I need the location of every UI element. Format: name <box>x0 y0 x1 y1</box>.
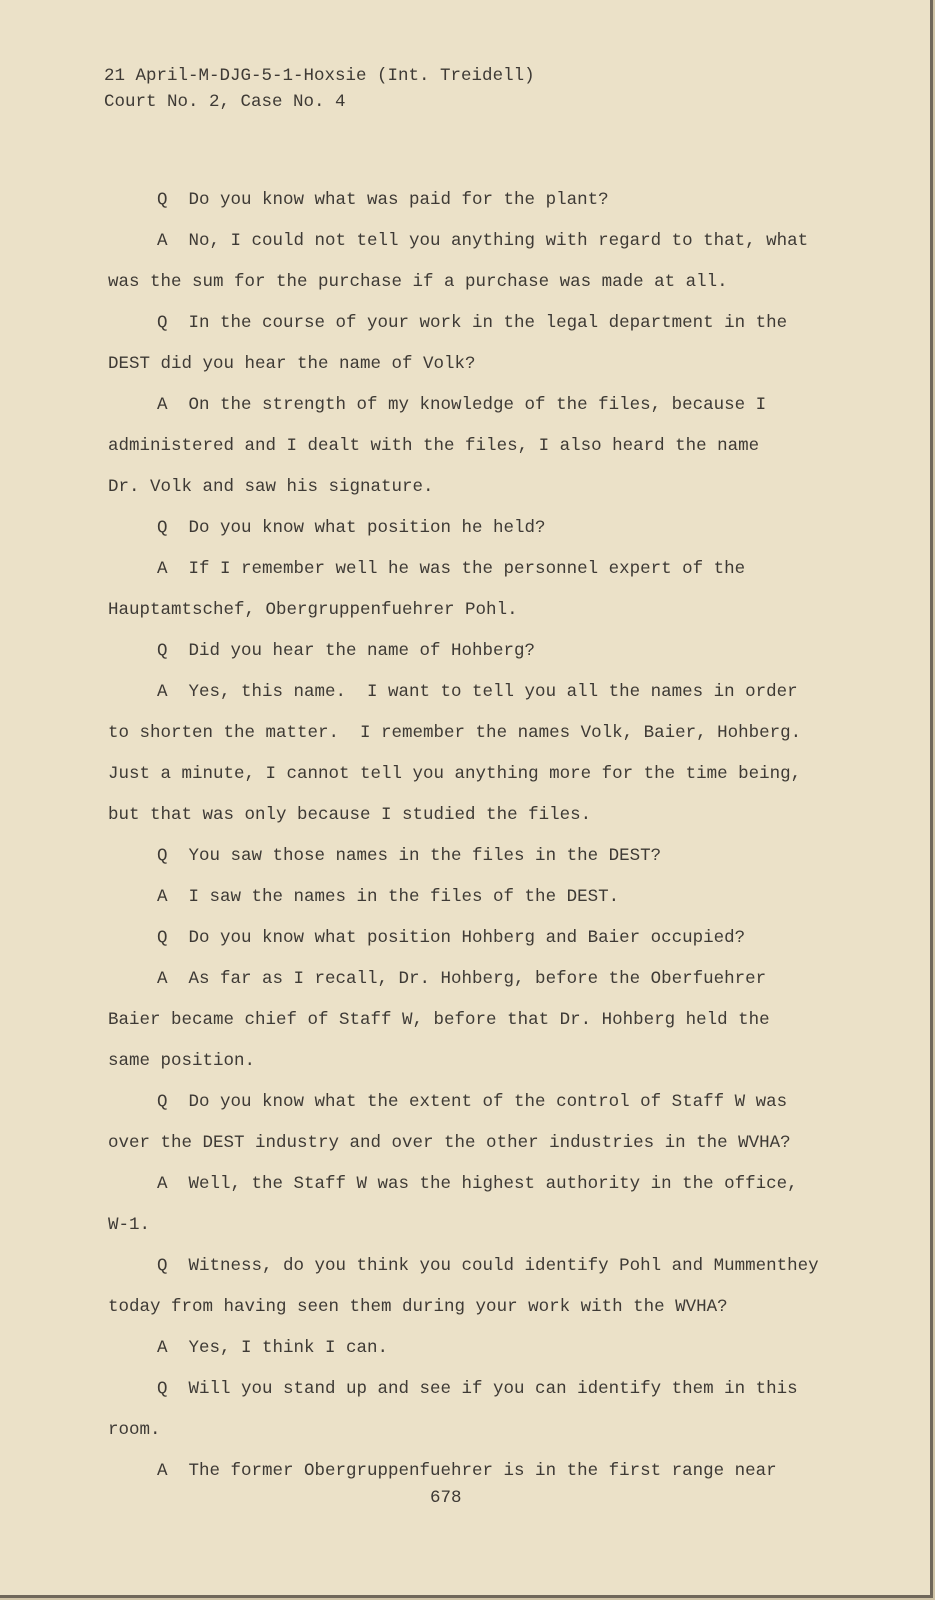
transcript-line: A Yes, I think I can. <box>157 1338 389 1358</box>
page-number: 678 <box>430 1488 462 1508</box>
transcript-line: Q You saw those names in the files in the DEST? <box>157 846 662 866</box>
transcript-line: A Yes, this name. I want to tell you all the names in order <box>157 682 798 702</box>
transcript-line: A As far as I recall, Dr. Hohberg, before the Oberfuehrer <box>157 969 767 989</box>
header-line-1: 21 April-M-DJG-5-1-Hoxsie (Int. Treidell) <box>104 66 535 86</box>
transcript-line: Q Will you stand up and see if you can identify them in this <box>157 1379 798 1399</box>
transcript-line: was the sum for the purchase if a purchase was made at all. <box>108 272 728 292</box>
transcript-line: Q In the course of your work in the legal department in the <box>157 313 788 333</box>
transcript-line: Baier became chief of Staff W, before that Dr. Hohberg held the <box>108 1010 770 1030</box>
transcript-line: A On the strength of my knowledge of the files, because I <box>157 395 767 415</box>
transcript-line: DEST did you hear the name of Volk? <box>108 354 476 374</box>
transcript-line: A I saw the names in the files of the DEST. <box>157 887 620 907</box>
transcript-line: Q Did you hear the name of Hohberg? <box>157 641 536 661</box>
transcript-line: W-1. <box>108 1215 151 1235</box>
transcript-line: but that was only because I studied the files. <box>108 805 592 825</box>
transcript-line: Hauptamtschef, Obergruppenfuehrer Pohl. <box>108 600 518 620</box>
transcript-line: Q Witness, do you think you could identify Pohl and Mummenthey <box>157 1256 819 1276</box>
transcript-line: same position. <box>108 1051 256 1071</box>
transcript-line: Q Do you know what the extent of the control of Staff W was <box>157 1092 788 1112</box>
transcript-line: administered and I dealt with the files, I also heard the name <box>108 436 760 456</box>
header-line-2: Court No. 2, Case No. 4 <box>104 92 346 112</box>
transcript-line: today from having seen them during your work with the WVHA? <box>108 1297 728 1317</box>
transcript-line: Just a minute, I cannot tell you anything more for the time being, <box>108 764 802 784</box>
transcript-line: over the DEST industry and over the other industries in the WVHA? <box>108 1133 791 1153</box>
transcript-line: Dr. Volk and saw his signature. <box>108 477 434 497</box>
transcript-line: Q Do you know what position Hohberg and Baier occupied? <box>157 928 746 948</box>
transcript-line: A Well, the Staff W was the highest authority in the office, <box>157 1174 798 1194</box>
transcript-line: Q Do you know what position he held? <box>157 518 546 538</box>
transcript-line: to shorten the matter. I remember the names Volk, Baier, Hohberg. <box>108 723 802 743</box>
transcript-line: A No, I could not tell you anything with regard to that, what <box>157 231 809 251</box>
transcript-line: A The former Obergruppenfuehrer is in the first range near <box>157 1461 777 1481</box>
transcript-line: Q Do you know what was paid for the plant? <box>157 190 609 210</box>
transcript-line: room. <box>108 1420 161 1440</box>
transcript-line: A If I remember well he was the personnel expert of the <box>157 559 746 579</box>
